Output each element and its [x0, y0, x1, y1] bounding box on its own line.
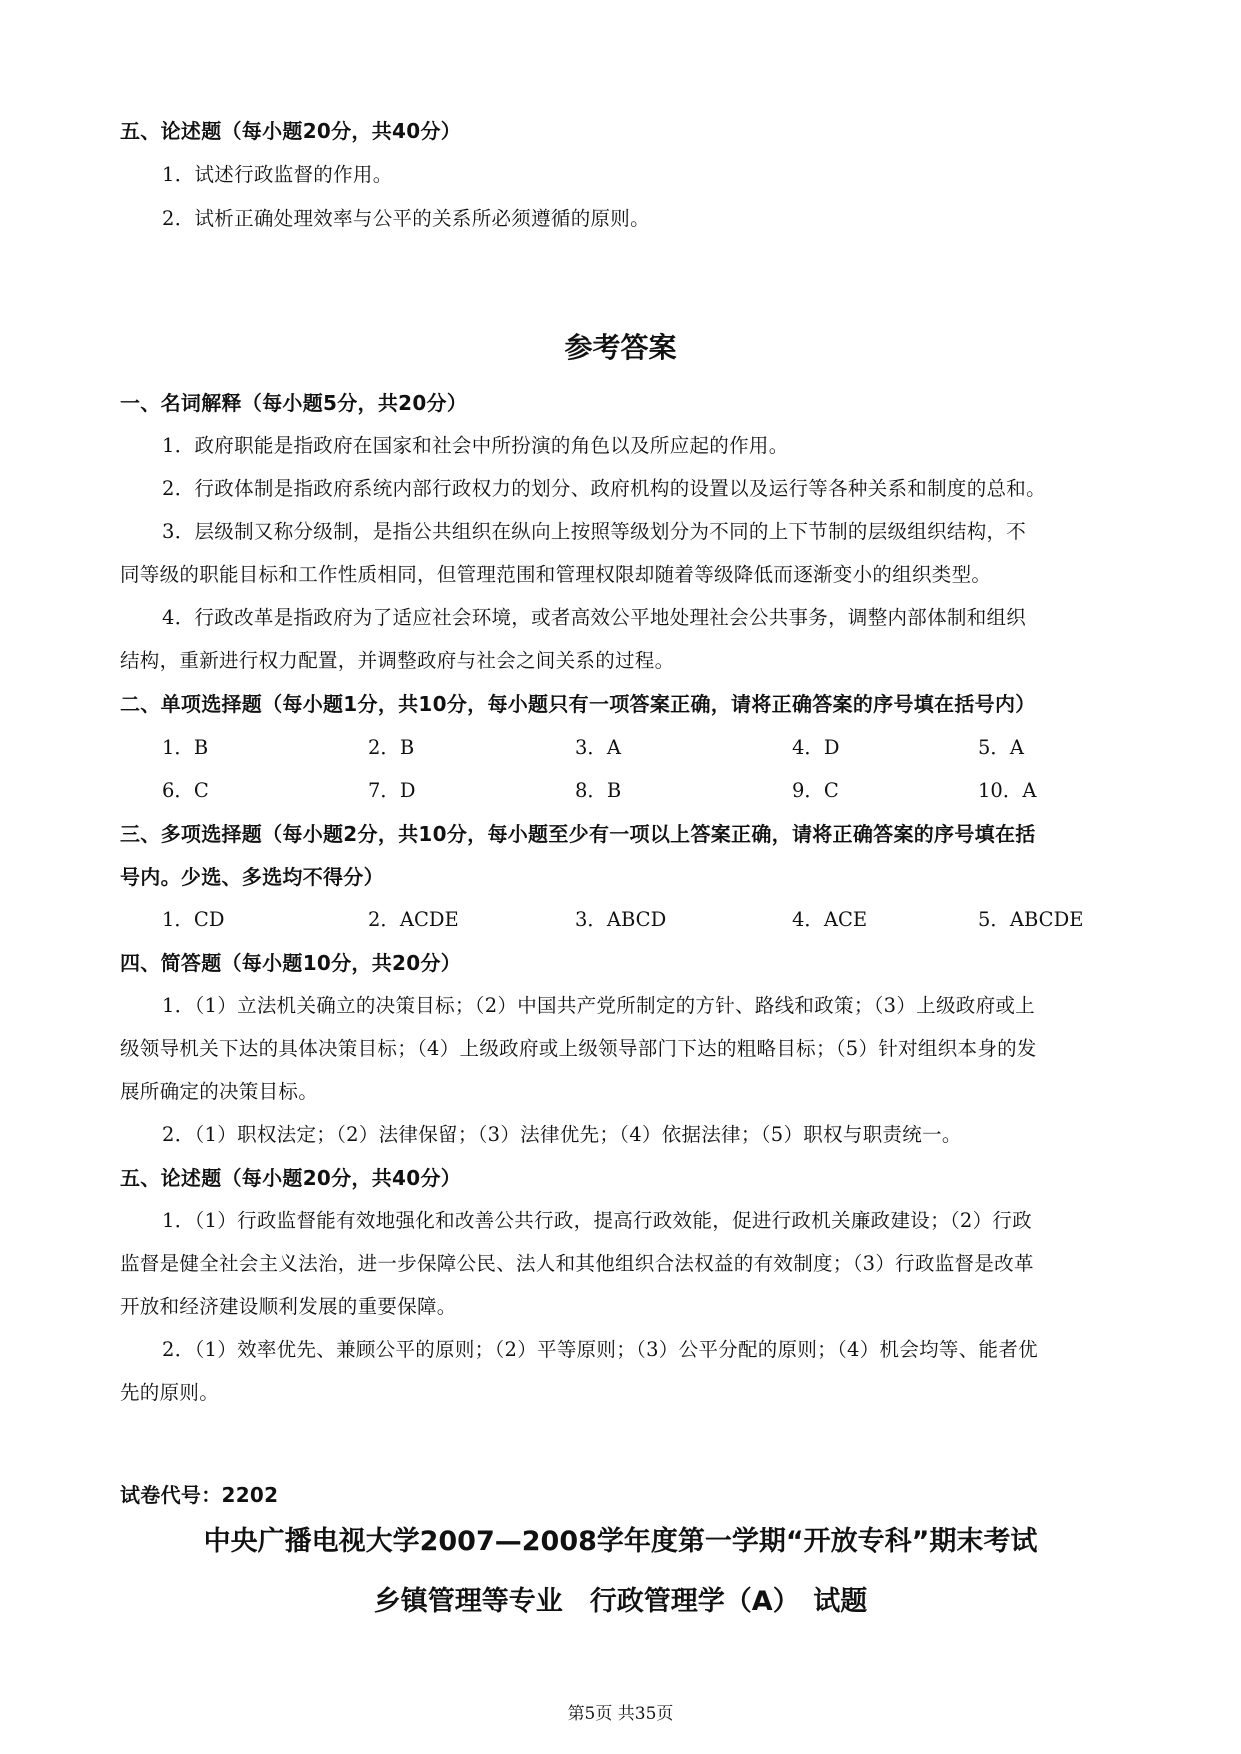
answer-cell: 5．A [978, 736, 1024, 759]
section-heading: 四、简答题（每小题10分，共20分） [120, 951, 462, 975]
answer-cell: 9．C [792, 779, 839, 802]
answer-cell: 2．B [368, 736, 415, 759]
answer-line: 先的原则。 [120, 1381, 220, 1404]
answer-line: 4．行政改革是指政府为了适应社会环境，或者高效公平地处理社会公共事务，调整内部体制和组织 [162, 606, 1027, 629]
answer-line: 监督是健全社会主义法治，进一步保障公民、法人和其他组织合法权益的有效制度；（3）行政监督是改革 [120, 1252, 1034, 1275]
exam-title: 中央广播电视大学2007—2008学年度第一学期“开放专科”期末考试 [203, 1526, 1038, 1557]
question-item: 2．试析正确处理效率与公平的关系所必须遵循的原则。 [162, 207, 650, 230]
answer-cell: 3．ABCD [575, 908, 667, 931]
exam-code: 试卷代号：2202 [120, 1483, 279, 1507]
answer-line: 开放和经济建设顺利发展的重要保障。 [120, 1295, 457, 1318]
answer-line: 2．（1）效率优先、兼顾公平的原则；（2）平等原则；（3）公平分配的原则；（4）机会均等、能者优 [162, 1338, 1038, 1361]
answer-cell: 8．B [575, 779, 622, 802]
answer-cell: 10．A [978, 779, 1037, 802]
answer-cell: 7．D [368, 779, 416, 802]
section-heading: 一、名词解释（每小题5分，共20分） [120, 391, 468, 415]
question-item: 1．试述行政监督的作用。 [162, 163, 393, 186]
answer-line: 1．政府职能是指政府在国家和社会中所扮演的角色以及所应起的作用。 [162, 434, 789, 457]
answer-line: 级领导机关下达的具体决策目标；（4）上级政府或上级领导部门下达的粗略目标；（5）针对组织本身的发 [120, 1037, 1037, 1060]
answer-line: 1．（1）行政监督能有效地强化和改善公共行政，提高行政效能，促进行政机关廉政建设；（2）行政 [162, 1209, 1033, 1232]
answer-cell: 2．ACDE [368, 908, 459, 931]
section-heading: 五、论述题（每小题20分，共40分） [120, 119, 462, 143]
page-number: 第5页 共35页 [567, 1704, 674, 1724]
answer-line: 3．层级制又称分级制，是指公共组织在纵向上按照等级划分为不同的上下节制的层级组织结构，不 [162, 520, 1027, 543]
answer-cell: 3．A [575, 736, 621, 759]
answer-line: 展所确定的决策目标。 [120, 1080, 319, 1103]
answer-cell: 6．C [162, 779, 209, 802]
section-heading: 号内。少选、多选均不得分） [120, 865, 384, 889]
exam-subtitle: 乡镇管理等专业 行政管理学（A） 试题 [373, 1586, 868, 1617]
section-heading: 二、单项选择题（每小题1分，共10分，每小题只有一项答案正确，请将正确答案的序号填在括号内） [120, 692, 1036, 716]
answer-cell: 4．ACE [792, 908, 868, 931]
answer-line: 结构，重新进行权力配置，并调整政府与社会之间关系的过程。 [120, 649, 675, 672]
section-heading: 三、多项选择题（每小题2分，共10分，每小题至少有一项以上答案正确，请将正确答案的序号填在括 [120, 822, 1036, 846]
answer-cell: 1．CD [162, 908, 225, 931]
answer-cell: 4．D [792, 736, 840, 759]
answer-line: 1．（1）立法机关确立的决策目标；（2）中国共产党所制定的方针、路线和政策；（3）上级政府或上 [162, 994, 1035, 1017]
section-heading: 五、论述题（每小题20分，共40分） [120, 1166, 462, 1190]
answer-line: 同等级的职能目标和工作性质相同，但管理范围和管理权限却随着等级降低而逐渐变小的组织类型。 [120, 563, 992, 586]
answer-line: 2．（1）职权法定；（2）法律保留；（3）法律优先；（4）依据法律；（5）职权与职责统一。 [162, 1123, 962, 1146]
answer-line: 2．行政体制是指政府系统内部行政权力的划分、政府机构的设置以及运行等各种关系和制度的总和。 [162, 477, 1046, 500]
answer-cell: 5．ABCDE [978, 908, 1084, 931]
answers-title: 参考答案 [564, 331, 677, 364]
answer-cell: 1．B [162, 736, 209, 759]
